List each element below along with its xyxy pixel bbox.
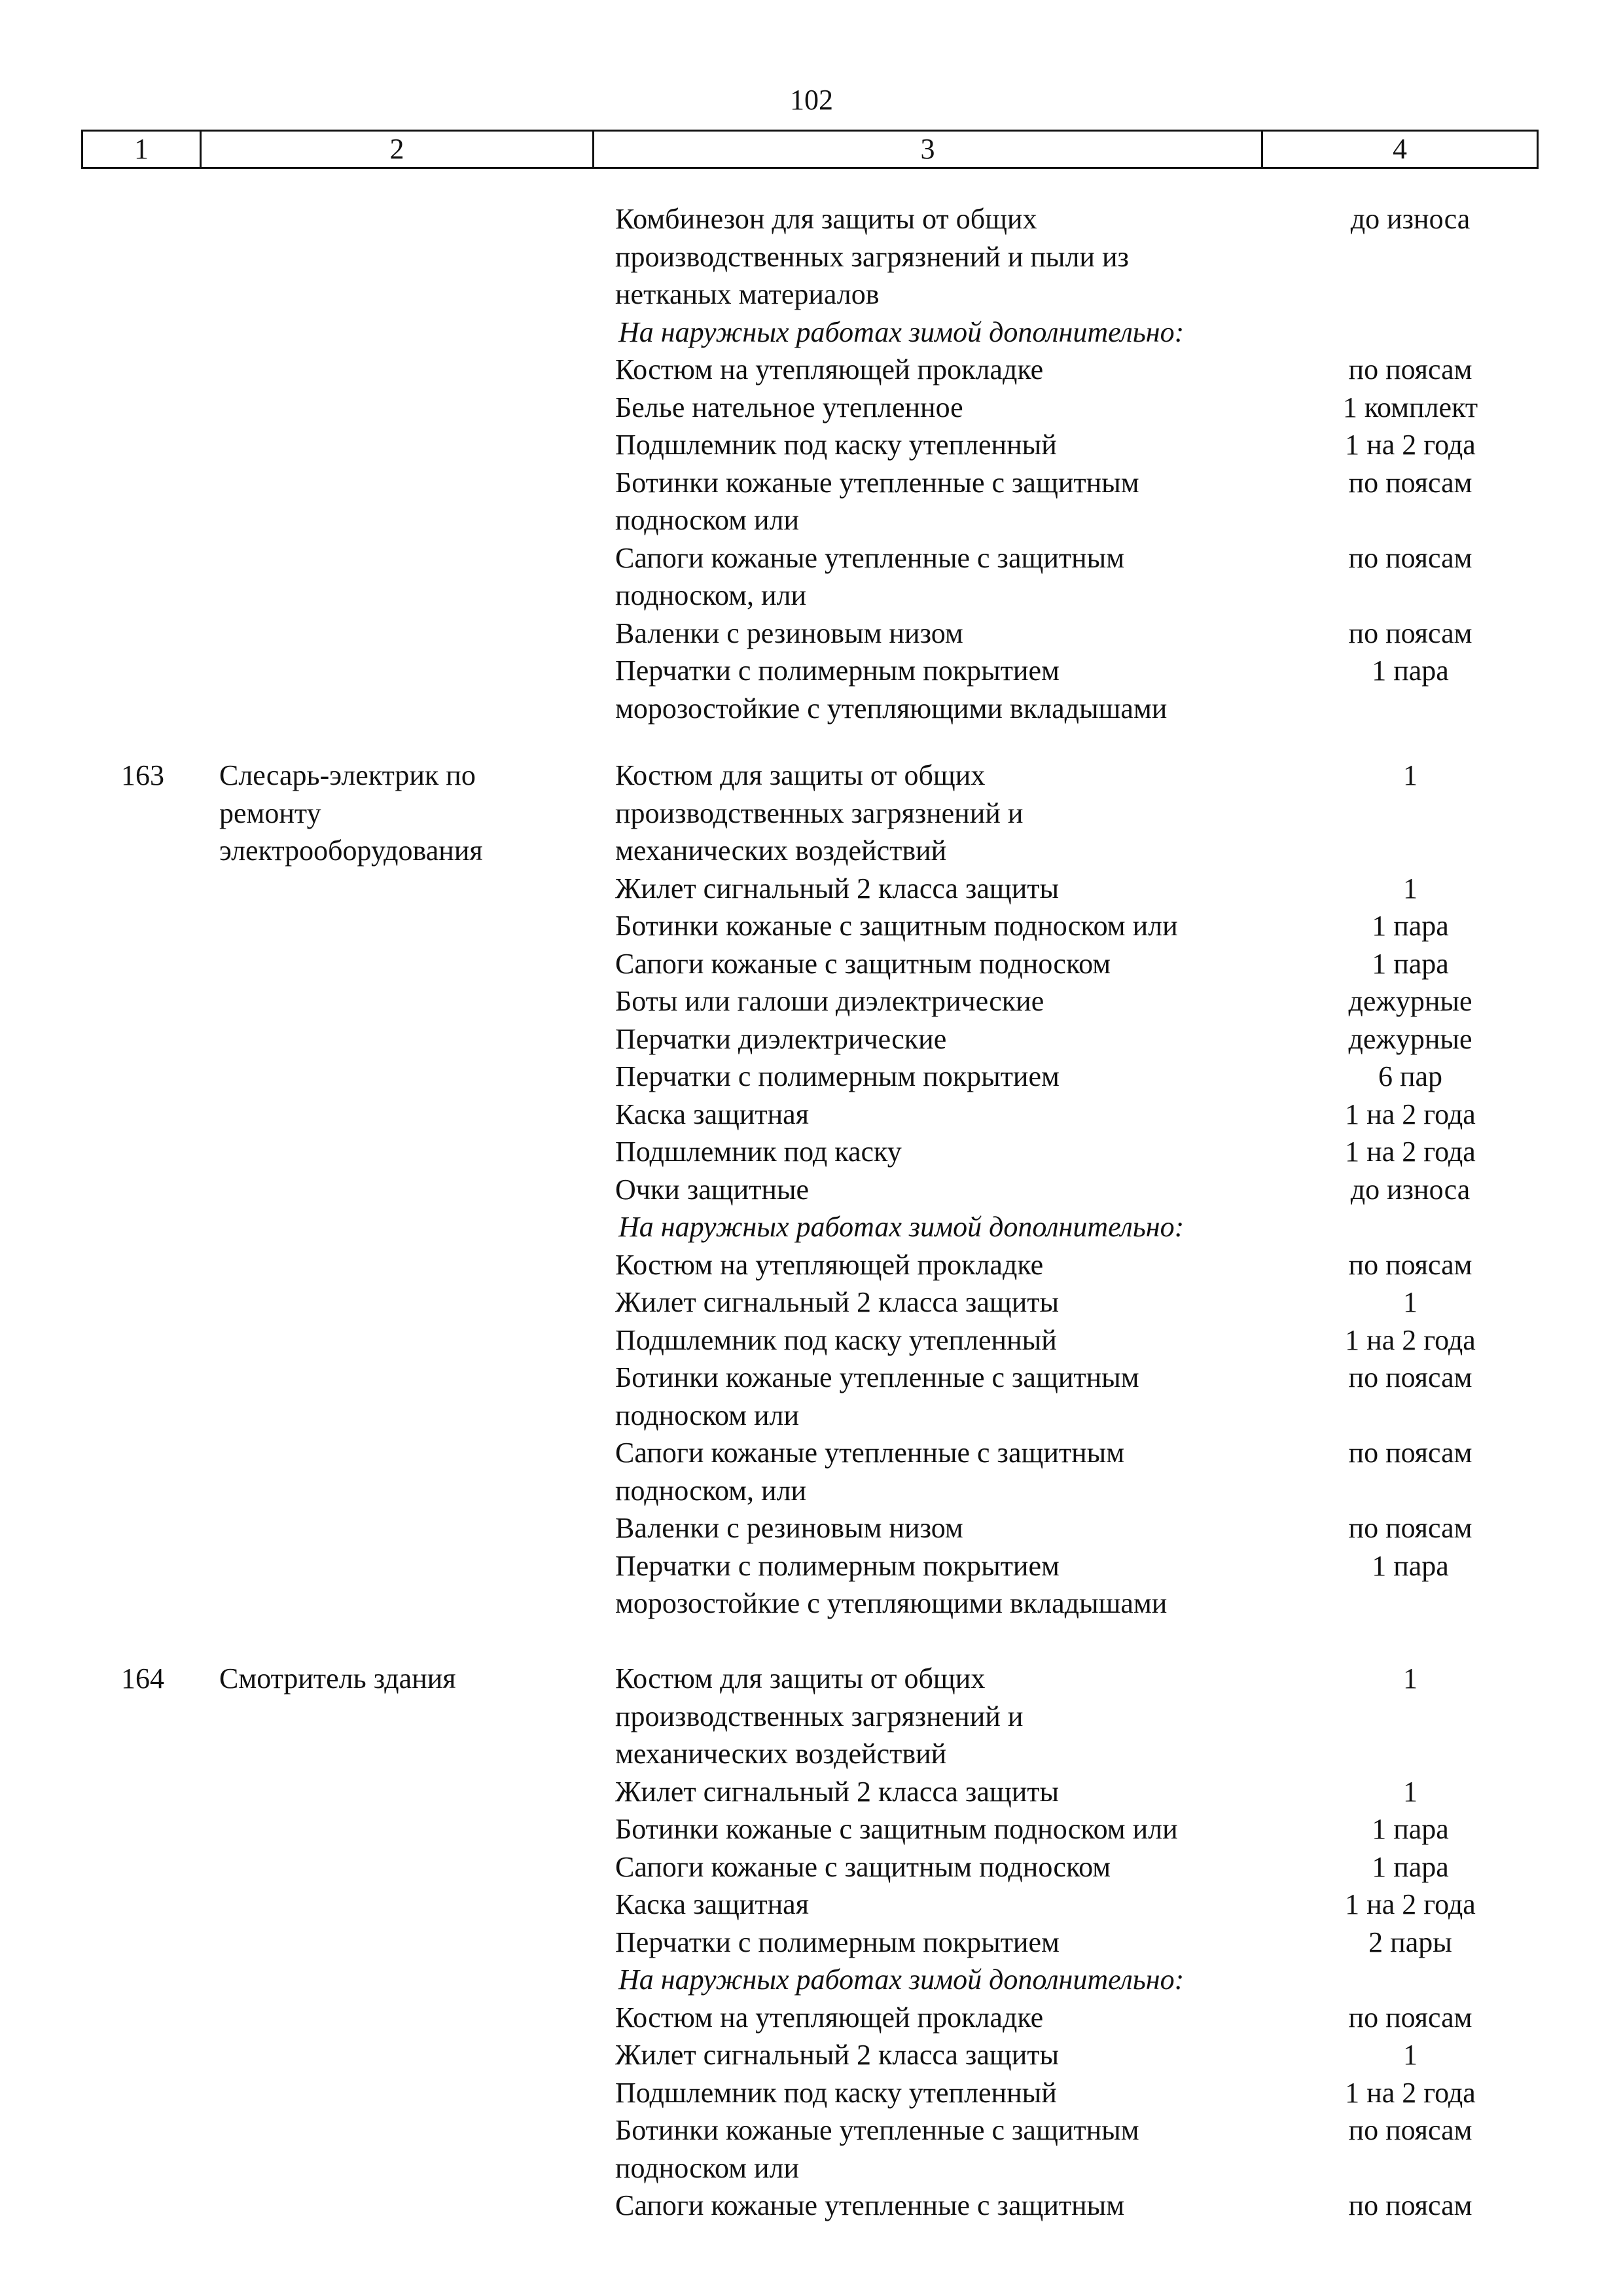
issue-norm: 1 пара [1372,655,1449,687]
ppe-item: подноском, или [615,579,807,611]
section-note: На наружных работах зимой дополнительно: [618,316,1185,348]
profession-name: ремонту [219,797,321,829]
ppe-item: морозостойкие с утепляющими вкладышами [615,692,1168,725]
ppe-item: производственных загрязнений и [615,797,1024,829]
issue-norm: 1 [1403,1286,1418,1318]
ppe-item: Ботинки кожаные с защитным подноском или [615,910,1178,942]
header-col-3: 3 [594,132,1263,167]
ppe-item: Сапоги кожаные утепленные с защитным [615,1437,1125,1469]
issue-norm: 1 на 2 года [1345,1136,1476,1168]
issue-norm: по поясам [1348,2001,1472,2034]
issue-norm: 1 [1403,872,1418,905]
issue-norm: дежурные [1348,985,1472,1017]
ppe-item: механических воздействий [615,1738,947,1770]
ppe-item: Белье нательное утепленное [615,391,963,423]
issue-norm: 1 [1403,1776,1418,1808]
ppe-item: Перчатки с полимерным покрытием [615,655,1060,687]
section-note: На наружных работах зимой дополнительно: [618,1211,1185,1243]
ppe-item: Сапоги кожаные с защитным подноском [615,1851,1111,1883]
issue-norm: до износа [1350,203,1471,235]
issue-norm: по поясам [1348,353,1472,386]
issue-norm: 1 на 2 года [1345,429,1476,461]
ppe-item: Ботинки кожаные утепленные с защитным [615,1361,1139,1393]
ppe-item: Костюм для защиты от общих [615,759,986,791]
ppe-item: Ботинки кожаные утепленные с защитным [615,2114,1139,2146]
ppe-item: Костюм на утепляющей прокладке [615,2001,1044,2034]
ppe-item: Перчатки с полимерным покрытием [615,1550,1060,1582]
issue-norm: 1 [1403,2039,1418,2071]
issue-norm: по поясам [1348,467,1472,499]
ppe-item: подноском или [615,504,800,536]
ppe-item: Подшлемник под каску утепленный [615,2077,1057,2109]
issue-norm: 2 пары [1368,1926,1452,1958]
header-col-1: 1 [83,132,202,167]
ppe-item: Жилет сигнальный 2 класса защиты [615,1776,1060,1808]
ppe-item: Костюм на утепляющей прокладке [615,353,1044,386]
ppe-item: Каска защитная [615,1888,809,1920]
ppe-item: нетканых материалов [615,278,880,310]
issue-norm: 1 [1403,759,1418,791]
ppe-item: Очки защитные [615,1174,810,1206]
ppe-item: производственных загрязнений и [615,1700,1024,1732]
issue-norm: по поясам [1348,542,1472,574]
ppe-item: подноском или [615,1399,800,1431]
issue-norm: по поясам [1348,1437,1472,1469]
issue-norm: 1 пара [1372,1550,1449,1582]
issue-norm: по поясам [1348,1361,1472,1393]
issue-norm: 1 пара [1372,1813,1449,1845]
issue-norm: 1 на 2 года [1345,2077,1476,2109]
issue-norm: 1 пара [1372,910,1449,942]
ppe-item: Боты или галоши диэлектрические [615,985,1044,1017]
issue-norm: по поясам [1348,617,1472,649]
ppe-item: Перчатки с полимерным покрытием [615,1060,1060,1092]
ppe-item: Жилет сигнальный 2 класса защиты [615,2039,1060,2071]
issue-norm: дежурные [1348,1023,1472,1055]
ppe-item: производственных загрязнений и пыли из [615,241,1129,273]
issue-norm: 1 пара [1372,948,1449,980]
section-note: На наружных работах зимой дополнительно: [618,1964,1185,1996]
ppe-item: подноском или [615,2152,800,2184]
row-number: 163 [121,759,164,791]
ppe-item: подноском, или [615,1475,807,1507]
row-number: 164 [121,1662,164,1695]
ppe-item: Перчатки диэлектрические [615,1023,947,1055]
profession-name: Смотритель здания [219,1662,456,1695]
ppe-item: Костюм для защиты от общих [615,1662,986,1695]
ppe-item: Валенки с резиновым низом [615,1512,963,1544]
issue-norm: по поясам [1348,2114,1472,2146]
profession-name: Слесарь-электрик по [219,759,476,791]
header-col-2: 2 [202,132,594,167]
ppe-item: Перчатки с полимерным покрытием [615,1926,1060,1958]
ppe-item: Подшлемник под каску [615,1136,902,1168]
ppe-item: Ботинки кожаные с защитным подноском или [615,1813,1178,1845]
ppe-item: механических воздействий [615,834,947,867]
ppe-item: Жилет сигнальный 2 класса защиты [615,1286,1060,1318]
ppe-item: Подшлемник под каску утепленный [615,429,1057,461]
issue-norm: до износа [1350,1174,1471,1206]
issue-norm: 1 пара [1372,1851,1449,1883]
ppe-item: Сапоги кожаные с защитным подноском [615,948,1111,980]
page-number: 102 [790,84,833,116]
issue-norm: 1 [1403,1662,1418,1695]
issue-norm: по поясам [1348,1512,1472,1544]
profession-name: электрооборудования [219,834,483,867]
table-header [81,130,1539,169]
issue-norm: 1 комплект [1342,391,1478,423]
ppe-item: Сапоги кожаные утепленные с защитным [615,542,1125,574]
ppe-item: Каска защитная [615,1098,809,1130]
ppe-item: морозостойкие с утепляющими вкладышами [615,1587,1168,1619]
issue-norm: 1 на 2 года [1345,1888,1476,1920]
ppe-item: Костюм на утепляющей прокладке [615,1249,1044,1281]
ppe-item: Жилет сигнальный 2 класса защиты [615,872,1060,905]
header-col-4: 4 [1393,133,1407,165]
ppe-item: Валенки с резиновым низом [615,617,963,649]
issue-norm: 1 на 2 года [1345,1324,1476,1356]
ppe-item: Комбинезон для защиты от общих [615,203,1037,235]
issue-norm: 1 на 2 года [1345,1098,1476,1130]
ppe-item: Подшлемник под каску утепленный [615,1324,1057,1356]
issue-norm: по поясам [1348,2189,1472,2221]
ppe-item: Сапоги кожаные утепленные с защитным [615,2189,1125,2221]
ppe-item: Ботинки кожаные утепленные с защитным [615,467,1139,499]
issue-norm: по поясам [1348,1249,1472,1281]
issue-norm: 6 пар [1378,1060,1443,1092]
